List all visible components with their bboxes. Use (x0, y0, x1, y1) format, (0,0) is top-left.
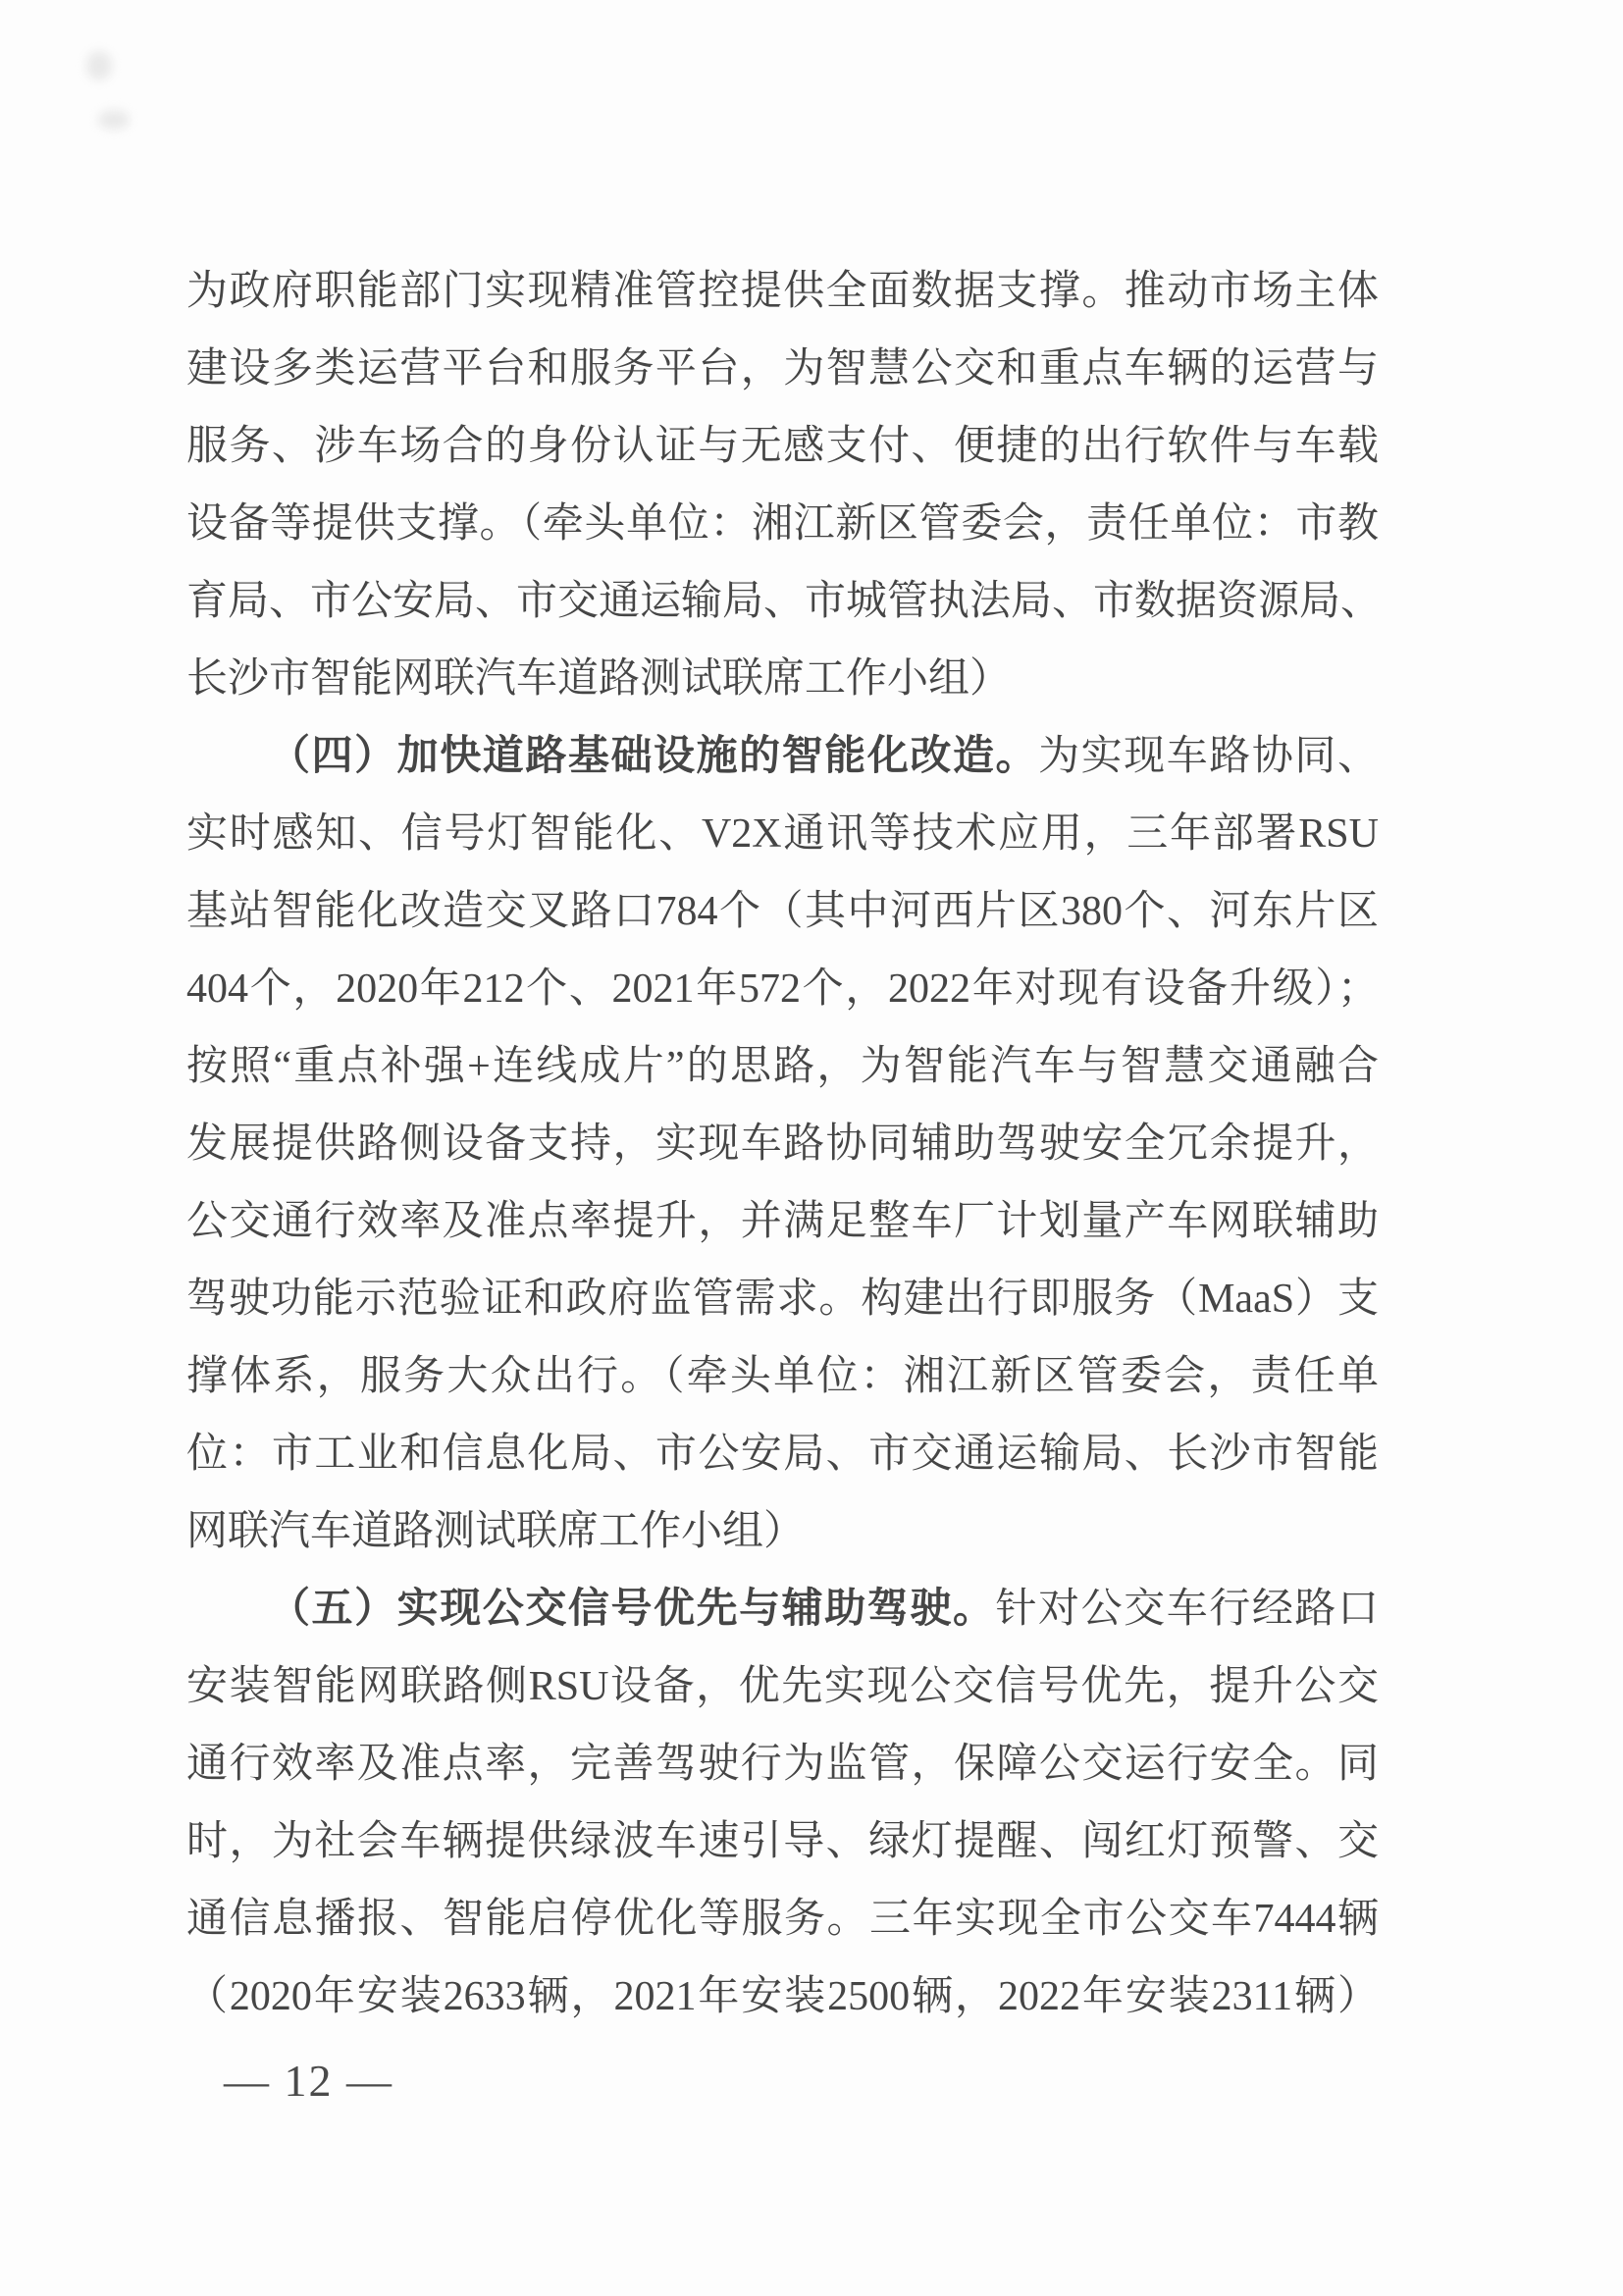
section-4-heading-rest: 为实现车路协同、 (1038, 734, 1379, 779)
text-line: 公交通行效率及准点率提升，并满足整车厂计划量产车网联辅助 (186, 1199, 1379, 1244)
text-line: 通行效率及准点率，完善驾驶行为监管，保障公交运行安全。同 (186, 1742, 1379, 1787)
text-line: 通信息播报、智能启停优化等服务。三年实现全市公交车7444辆 (186, 1897, 1379, 1942)
document-body (186, 253, 1383, 2036)
text-line: 服务、涉车场合的身份认证与无感支付、便捷的出行软件与车载 (186, 424, 1379, 469)
section-5-heading-rest: 针对公交车行经路口 (995, 1587, 1379, 1632)
text-line: 育局、市公安局、市交通运输局、市城管执法局、市数据资源局、 (186, 579, 1383, 624)
text-line: 基站智能化改造交叉路口784个（其中河西片区380个、河东片区 (186, 889, 1379, 934)
text-line: 按照“重点补强+连线成片”的思路，为智能汽车与智慧交通融合 (186, 1044, 1379, 1089)
section-5-heading-line (186, 1571, 1379, 1648)
text-line: 长沙市智能网联汽车道路测试联席工作小组） (186, 656, 1012, 702)
text-line: 发展提供路侧设备支持，实现车路协同辅助驾驶安全冗余提升， (186, 1122, 1379, 1167)
text-line: 安装智能网联路侧RSU设备，优先实现公交信号优先，提升公交 (186, 1664, 1379, 1709)
section-5-heading: （五）实现公交信号优先与辅助驾驶。 (269, 1587, 996, 1632)
text-line: 时，为社会车辆提供绿波车速引导、绿灯提醒、闯红灯预警、交 (186, 1819, 1379, 1864)
text-line: （2020年安装2633辆，2021年安装2500辆，2022年安装2311辆） (186, 1974, 1379, 2019)
text-line: 位：市工业和信息化局、市公安局、市交通运输局、长沙市智能 (186, 1432, 1379, 1477)
text-line: 实时感知、信号灯智能化、V2X通讯等技术应用，三年部署RSU (186, 811, 1379, 857)
text-line: 建设多类运营平台和服务平台，为智慧公交和重点车辆的运营与 (186, 346, 1379, 391)
page-number: — 12 — (224, 2056, 393, 2106)
text-line: 驾驶功能示范验证和政府监管需求。构建出行即服务（MaaS）支 (186, 1277, 1379, 1322)
text-line: 设备等提供支撑。（牵头单位：湘江新区管委会，责任单位：市教 (186, 501, 1379, 547)
text-line: 404个，2020年212个、2021年572个，2022年对现有设备升级）； (186, 966, 1379, 1012)
scan-artifact (86, 51, 112, 80)
section-4-heading-line (186, 718, 1379, 796)
text-line: 为政府职能部门实现精准管控提供全面数据支撑。推动市场主体 (186, 269, 1379, 314)
section-4-heading: （四）加快道路基础设施的智能化改造。 (269, 734, 1039, 779)
text-line: 撑体系，服务大众出行。（牵头单位：湘江新区管委会，责任单 (186, 1354, 1379, 1399)
scan-artifact (98, 110, 130, 130)
text-line: 网联汽车道路测试联席工作小组） (186, 1509, 806, 1554)
